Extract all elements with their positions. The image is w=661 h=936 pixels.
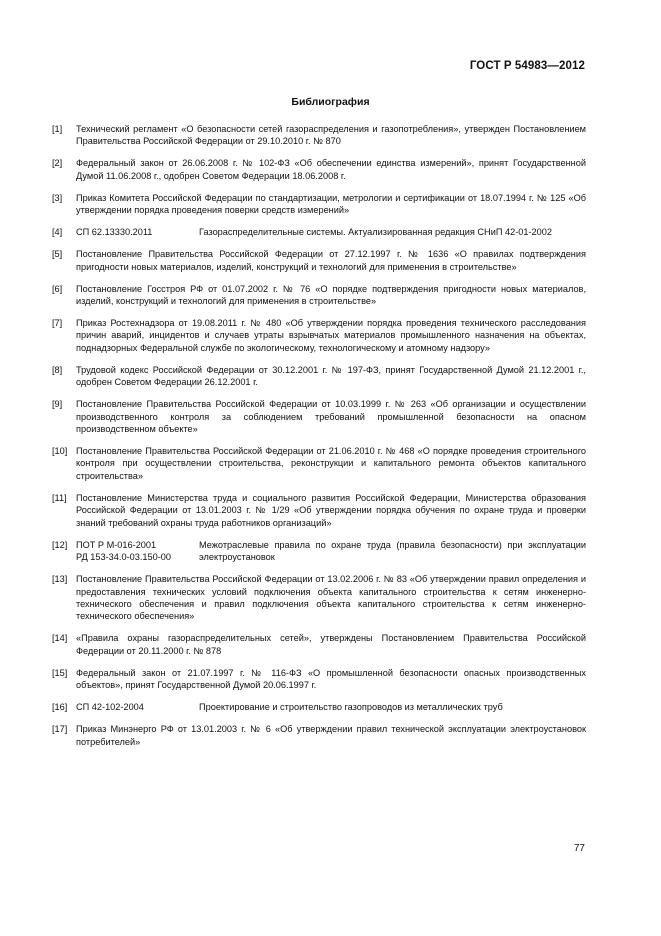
entry-text: Постановление Правительства Российской Федерации от 27.12.1997 г. № 1636 «О правилах подтверждения пригодности новых материалов, изделий, конструкций и технологий для применения в строительстве» (76, 249, 586, 272)
entry-code: СП 62.13330.2011 (76, 227, 153, 238)
page-number: 77 (573, 843, 585, 854)
bibliography-entry (52, 364, 586, 389)
entry-text: Приказ Ростехнадзора от 19.08.2011 г. № 480 «Об утверждении порядка проведения технического расследования причин аварий, инцидентов и случаев утраты взрывчатых материалов промышленного назначения на объектах, поднадзорных Федеральной службе по экологическому, технологическому и атомному надзору» (76, 318, 586, 353)
bibliography-entry (52, 192, 586, 217)
entry-number: [4] (52, 227, 63, 238)
bibliography-entry (52, 723, 586, 748)
entry-text: «Правила охраны газораспределительных сетей», утверждены Постановлением Правительства Российской Федерации от 20.11.2000 г. № 878 (76, 633, 586, 656)
bibliography-entry (52, 667, 586, 692)
entry-body (76, 226, 586, 238)
bibliography-entry (52, 317, 586, 354)
bibliography-entry (52, 248, 586, 273)
entry-codes (76, 539, 199, 564)
bibliography-entry (52, 492, 586, 529)
bibliography-entry (52, 226, 586, 238)
entry-body (76, 539, 586, 564)
document-code: ГОСТ Р 54983—2012 (469, 60, 585, 72)
section-title: Библиография (291, 96, 370, 108)
bibliography-entry (52, 283, 586, 308)
entry-text: Приказ Минэнерго РФ от 13.01.2003 г. № 6 «Об утверждении правил технической эксплуатации электроустановок потребителей» (76, 724, 586, 747)
entry-number: [5] (52, 249, 63, 260)
entry-number: [2] (52, 158, 63, 169)
entry-text: Федеральный закон от 21.07.1997 г. № 116-ФЗ «О промышленной безопасности опасных производственных объектов», принят Государственной Думой 20.06.1997 г. (76, 667, 586, 691)
entry-number: [9] (52, 399, 63, 410)
entry-text: Постановление Министерства труда и социального развития Российской Федерации, Министерства образования Российской Федерации от 13.01.2003 г. № 1/29 «Об утверждении порядка обучения по охране труда и проверки знаний требований охраны труда работников организаций» (76, 492, 586, 528)
entry-body (76, 701, 586, 713)
entry-number: [10] (52, 446, 68, 457)
entry-text: Постановление Правительства Российской Федерации от 13.02.2006 г. № 83 «Об утверждении правил определения и предоставления технических условий подключения объекта капитального строительства к сетям инженерно-технического обеспечения и правил подключения объекта капитального строительства к сетям инженерно-технического обеспечения» (76, 574, 586, 622)
entry-number: [17] (52, 724, 68, 735)
bibliography-entry (52, 445, 586, 482)
entry-text: Постановление Правительства Российской Федерации от 21.06.2010 г. № 468 «О порядке проведения строительного контроля при осуществлении строительства, реконструкции и капитального ремонта объектов капитального строительства» (76, 446, 586, 481)
entry-number: [3] (52, 192, 63, 203)
entry-text: Трудовой кодекс Российской Федерации от 30.12.2001 г. № 197-ФЗ, принят Государственной Думой 21.12.2001 г., одобрен Советом Федерации 26.12.2001 г. (76, 364, 586, 388)
entry-text: Постановление Правительства Российской Федерации от 10.03.1999 г. № 263 «Об организации и осуществлении производственного контроля за соблюдением требований промышленной безопасности на опасном производственном объекте» (76, 399, 586, 435)
bibliography-entry (52, 701, 586, 713)
bibliography-entry (52, 539, 586, 564)
entry-title: Проектирование и строительство газопроводов из металлических труб (199, 702, 503, 713)
bibliography-entry (52, 398, 586, 435)
bibliography-entry (52, 157, 586, 182)
entry-number: [8] (52, 364, 63, 375)
entry-code: СП 42-102-2004 (76, 702, 144, 713)
entry-text: Технический регламент «О безопасности сетей газораспределения и газопотребления», утвержден Постановлением Правительства Российской Федерации от 29.10.2010 г. № 870 (76, 124, 586, 147)
entry-number: [1] (52, 124, 63, 134)
entry-text: Постановление Госстроя РФ от 01.07.2002 г. № 76 «О порядке подтверждения пригодности новых материалов, изделий, конструкций и технологий для применения в строительстве» (76, 283, 586, 307)
entry-number: [7] (52, 318, 63, 329)
entry-text: Федеральный закон от 26.06.2008 г. № 102-ФЗ «Об обеспечении единства измерений», принят Государственной Думой 11.06.2008 г., одобрен Советом Федерации 18.06.2008 г. (76, 158, 586, 181)
entry-number: [14] (52, 633, 68, 644)
entry-number: [13] (52, 574, 68, 585)
bibliography-entry (52, 632, 586, 657)
entry-code: РД 153-34.0-03.150-00 (76, 552, 171, 563)
bibliography-entry (52, 573, 586, 623)
entry-number: [16] (52, 702, 68, 713)
bibliography-entry (52, 123, 586, 148)
bibliography-list (52, 123, 586, 758)
entry-number: [11] (52, 492, 67, 503)
entry-number: [15] (52, 667, 68, 678)
entry-title: Межотраслевые правила по охране труда (правила безопасности) при эксплуатации электроустановок (199, 539, 586, 563)
entry-text: Приказ Комитета Российской Федерации по стандартизации, метрологии и сертификации от 18.07.1994 г. № 125 «Об утверждении порядка проведения поверки средств измерений» (76, 192, 586, 216)
entry-number: [6] (52, 283, 63, 294)
entry-codes (76, 701, 199, 713)
entry-title: Газораспределительные системы. Актуализированная редакция СНиП 42-01-2002 (199, 227, 552, 238)
entry-number: [12] (52, 539, 68, 550)
entry-code: ПОТ Р М-016-2001 (76, 539, 157, 550)
entry-codes (76, 226, 199, 238)
